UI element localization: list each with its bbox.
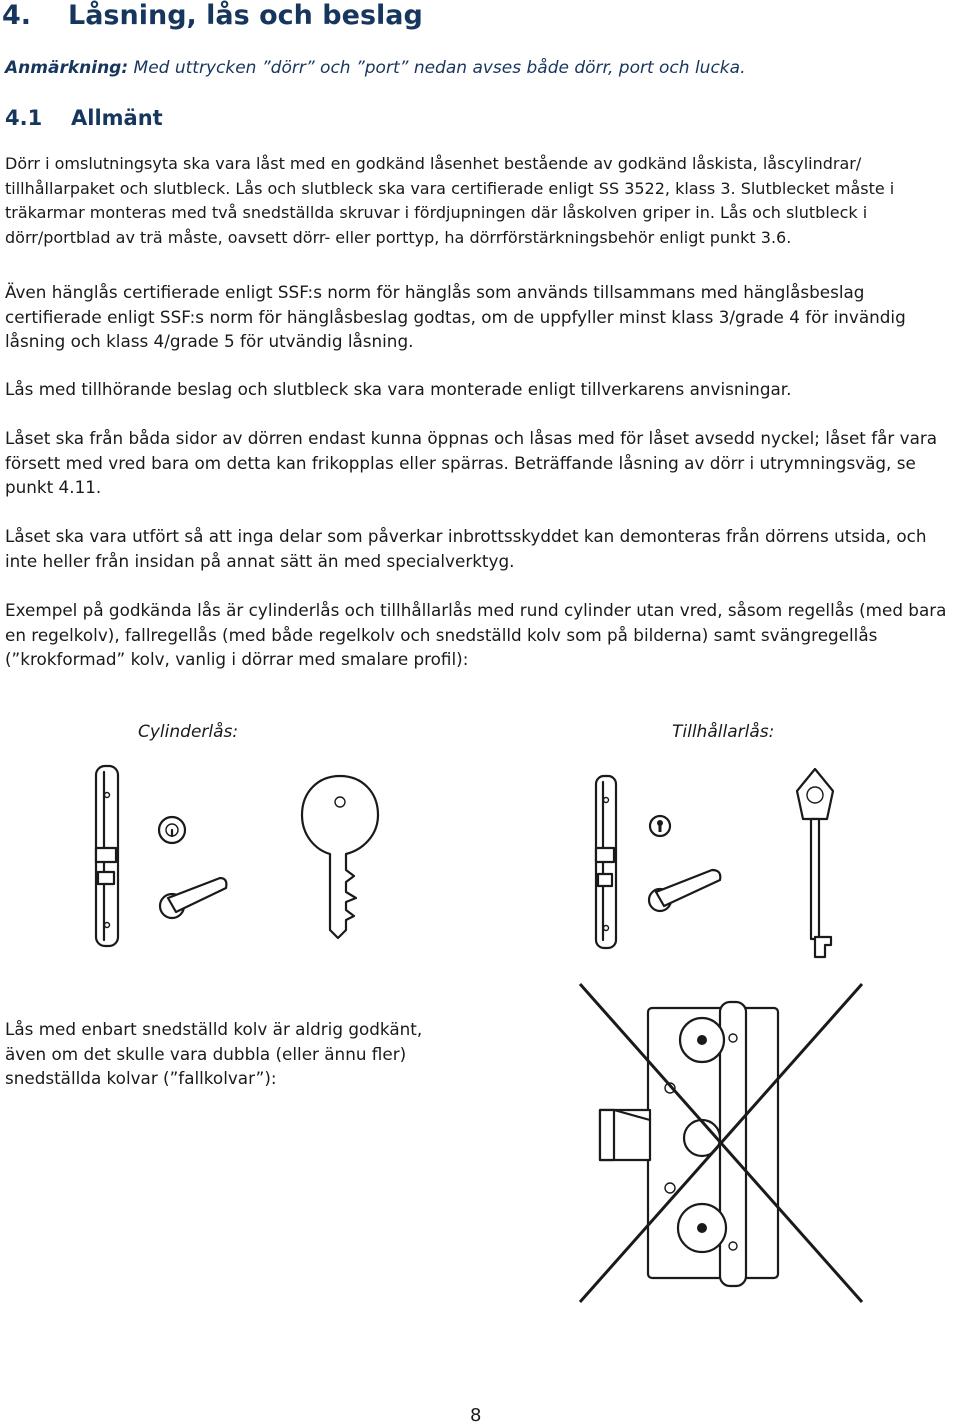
paragraph-4: Låset ska från båda sidor av dörren endast kunna öppnas och låsas med för låset avsedd nyckel; låset får vara försett med vred bara om detta kan frikopplas eller spärras. Beträffande låsning av dörr i utrymningsväg, se punkt 4.11.: [5, 428, 938, 497]
note-label: Anmärkning:: [5, 58, 129, 78]
cylinder-key-icon: [290, 770, 390, 945]
note: [5, 58, 745, 78]
subsection-number: 4.1: [5, 106, 43, 130]
section-title: Låsning, lås och beslag: [68, 0, 423, 31]
paragraph-6: Exempel på godkända lås är cylinderlås och tillhållarlås med rund cylinder utan vred, såsom regellås (med bara en regelkolv), fallregellås (med både regelkolv och snedställd kolv som på bilderna) samt svängregellås (”krokformad” kolv, vanlig i dörrar med smalare profil):: [5, 600, 947, 669]
section-heading: [2, 0, 423, 31]
paragraph-1: Dörr i omslutningsyta ska vara låst med en godkänd låsenhet bestående av godkänd låskista, låscylindrar/ tillhållarpaket och slutbleck. Lås och slutbleck ska vara certifierade enligt SS 3522, klass 3. Slutblecket måste i träkarmar monteras med två snedställda skruvar i fördjupningen där låskolven griper in. Lås och slutbleck i dörr/portblad av trä måste, oavsett dörr- eller porttyp, ha dörrförstärkningsbehör enligt punkt 3.6.: [5, 154, 895, 247]
lever-lock-illustration: [590, 770, 730, 960]
latch-lock-caption: Lås med enbart snedställd kolv är aldrig godkänt, även om det skulle vara dubbla (eller ännu fler) snedställda kolvar (”fallkolvar”):: [5, 1019, 423, 1088]
latch-bolt: [596, 848, 614, 862]
dead-bolt: [98, 872, 114, 884]
note-text: Med uttrycken ”dörr” och ”port” nedan avses både dörr, port och lucka.: [128, 58, 746, 78]
paragraph-5: Låset ska vara utfört så att inga delar som påverkar inbrottsskyddet kan demonteras från dörrens utsida, och inte heller från insidan på annat sätt än med specialverktyg.: [5, 526, 927, 571]
paragraph-2: Även hänglås certifierade enligt SSF:s norm för hänglås som används tillsammans med hänglåsbeslag certifierade enligt SSF:s norm för hänglåsbeslag godtas, om de uppfyller minst klass 3/grade 4 för invändig låsning och klass 4/grade 5 för utvändig låsning.: [5, 282, 906, 351]
latch-bolt: [96, 848, 116, 862]
page-number: 8: [470, 1405, 482, 1426]
door-handle: [168, 878, 226, 912]
cylinder-lock-illustration: [90, 760, 230, 950]
door-handle: [656, 870, 720, 906]
lever-lock-caption: Tillhållarlås:: [672, 722, 775, 742]
paragraph-3: Lås med tillhörande beslag och slutbleck ska vara monterade enligt tillverkarens anvisningar.: [5, 379, 792, 399]
dead-bolt: [598, 874, 612, 886]
lever-key-icon: [785, 765, 845, 965]
subsection-title: Allmänt: [71, 106, 163, 130]
latch-lock-illustration: [570, 978, 870, 1308]
cylinder-lock-caption: Cylinderlås:: [138, 722, 239, 742]
section-number: 4.: [2, 0, 32, 31]
subsection-heading: [5, 106, 163, 130]
